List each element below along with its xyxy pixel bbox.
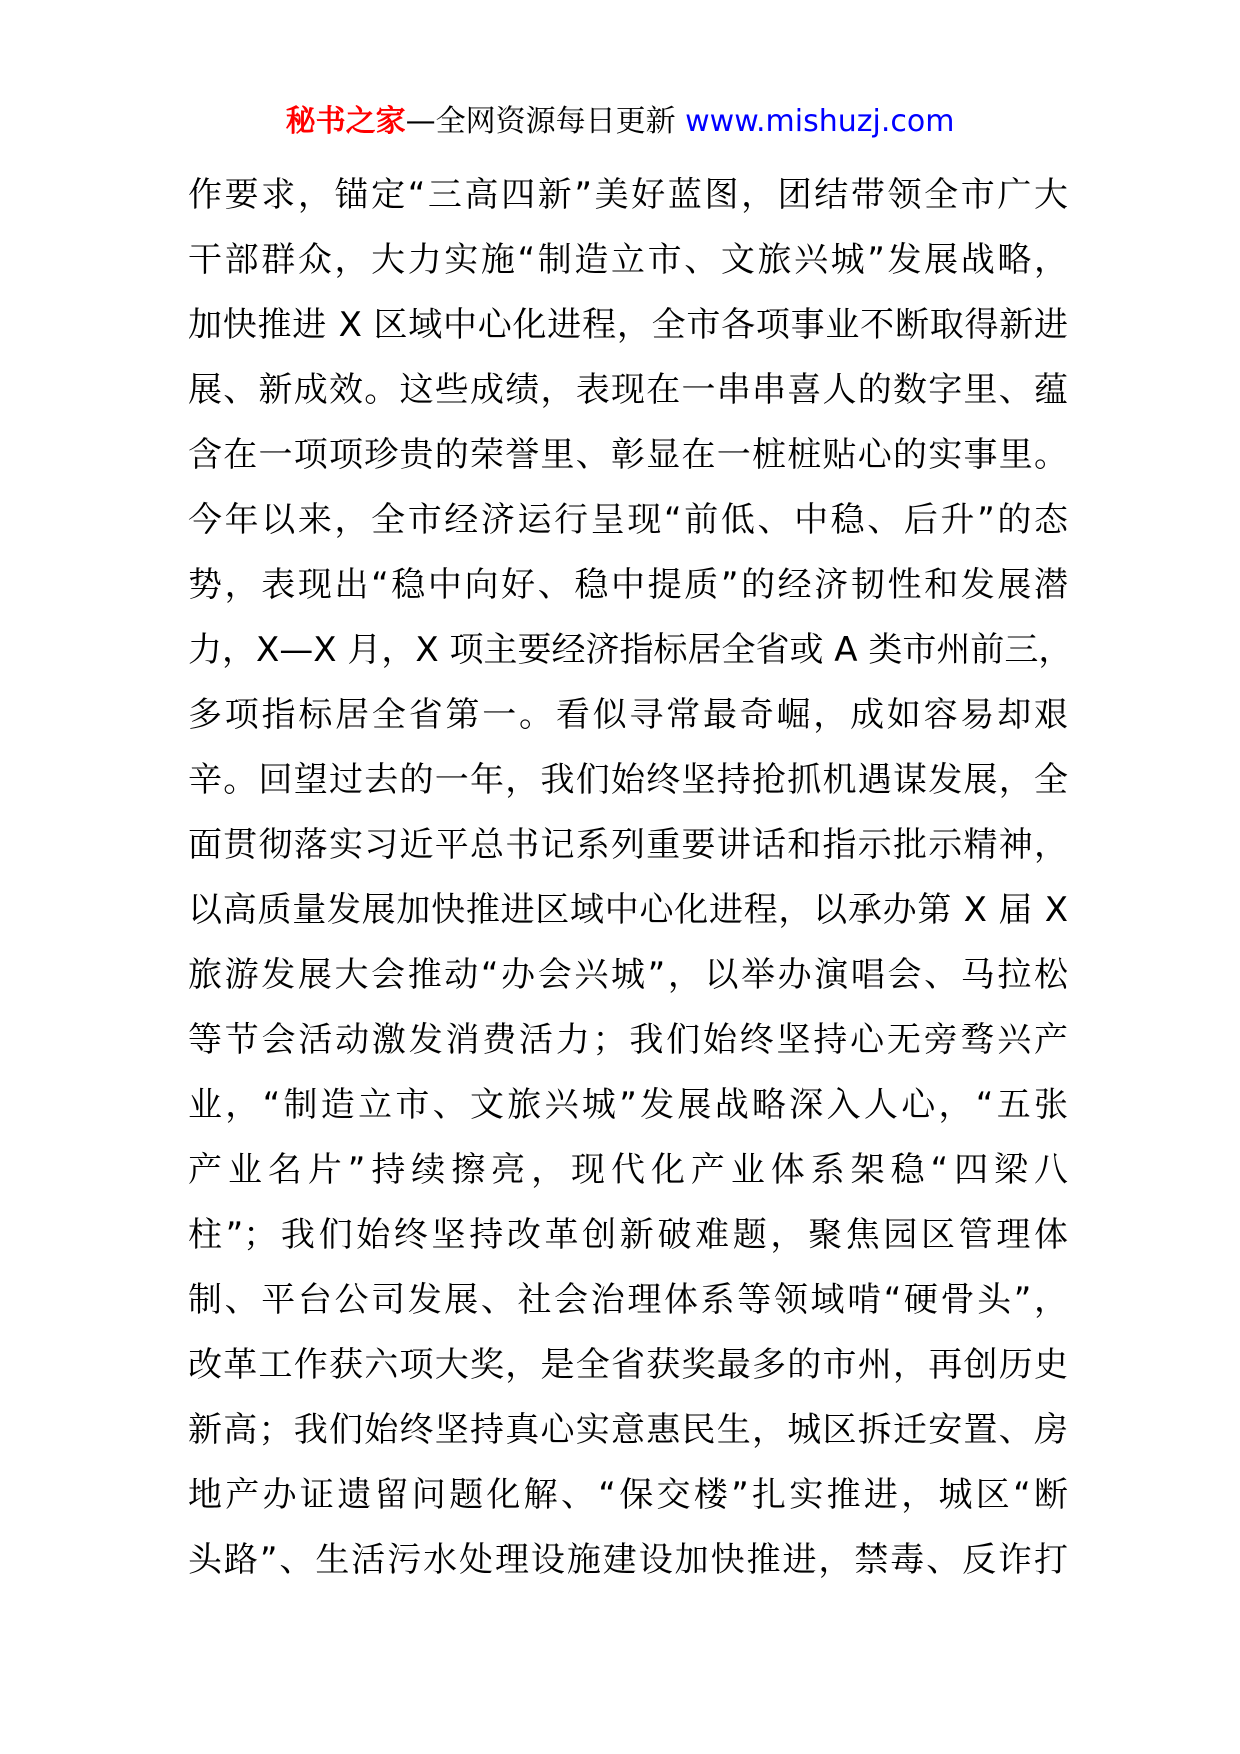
text-line: 头路”、生活污水处理设施建设加快推进，禁毒、反诈打 [188,1540,1068,1580]
text-line: 作要求，锚定“三高四新”美好蓝图，团结带领全市广大 [188,175,1068,215]
text-line: 势，表现出“稳中向好、稳中提质”的经济韧性和发展潜 [188,565,1068,605]
document-body [188,163,1073,1593]
text-line: 加快推进 X 区域中心化进程，全市各项事业不断取得新进 [188,305,1068,345]
text-line: 柱”；我们始终坚持改革创新破难题，聚焦园区管理体 [188,1215,1068,1255]
text-line: 改革工作获六项大奖，是全省获奖最多的市州，再创历史 [188,1345,1068,1385]
text-line: 展、新成效。这些成绩，表现在一串串喜人的数字里、蕴 [188,370,1068,410]
text-line: 制、平台公司发展、社会治理体系等领域啃“硬骨头”， [188,1280,1068,1320]
text-line: 地产办证遗留问题化解、“保交楼”扎实推进，城区“断 [188,1475,1068,1515]
text-line: 产业名片”持续擦亮，现代化产业体系架稳“四梁八 [188,1150,1068,1190]
text-line: 新高；我们始终坚持真心实意惠民生，城区拆迁安置、房 [188,1410,1068,1450]
text-line: 等节会活动激发消费活力；我们始终坚持心无旁骛兴产 [188,1020,1068,1060]
text-line: 面贯彻落实习近平总书记系列重要讲话和指示批示精神， [188,825,1068,865]
site-tagline: —全网资源每日更新 [405,104,676,139]
text-line: 辛。回望过去的一年，我们始终坚持抢抓机遇谋发展，全 [188,760,1068,800]
text-line: 旅游发展大会推动“办会兴城”，以举办演唱会、马拉松 [188,955,1068,995]
text-line: 干部群众，大力实施“制造立市、文旅兴城”发展战略， [188,240,1068,280]
site-brand: 秘书之家 [285,104,406,139]
site-header [0,100,1240,144]
text-line: 以高质量发展加快推进区域中心化进程，以承办第 X 届 X [188,890,1068,930]
text-line: 业，“制造立市、文旅兴城”发展战略深入人心，“五张 [188,1085,1068,1125]
text-line: 多项指标居全省第一。看似寻常最奇崛，成如容易却艰 [188,695,1068,735]
text-line: 力，X—X 月，X 项主要经济指标居全省或 A 类市州前三， [188,630,1073,670]
text-line: 今年以来，全市经济运行呈现“前低、中稳、后升”的态 [188,500,1068,540]
site-url-link[interactable]: www.mishuzj.com [685,104,955,139]
text-line: 含在一项项珍贵的荣誉里、彰显在一桩桩贴心的实事里。 [188,435,1068,475]
